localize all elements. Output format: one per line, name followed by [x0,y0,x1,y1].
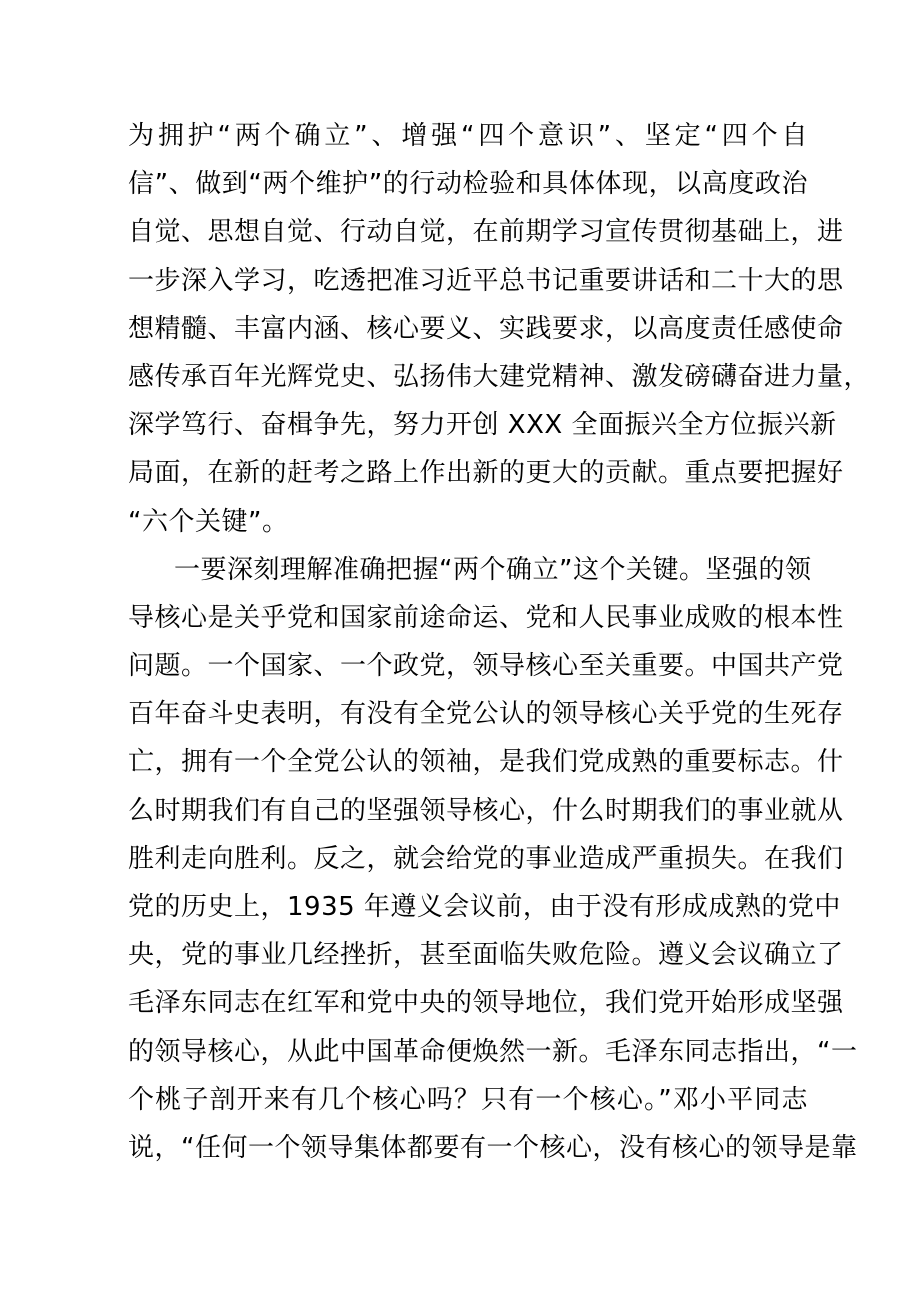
text-line: 导核心是关乎党和国家前途命运、党和人民事业成败的根本性 [128,602,844,633]
text-line: 一要深刻理解准确把握“两个确立”这个关键。坚强的领 [174,554,812,585]
text-line: 个桃子剖开来有几个核心吗？只有一个核心。”邓小平同志 [128,1084,808,1115]
text-line: 央，党的事业几经挫折，甚至面临失败危险。遵义会议确立了 [128,940,844,971]
text-line: 百年奋斗史表明，有没有全党公认的领导核心关乎党的生死存 [128,699,844,730]
text-line: 亡，拥有一个全党公认的领袖，是我们党成熟的重要标志。什 [128,747,844,778]
text-line: 自觉、思想自觉、行动自觉，在前期学习宣传贯彻基础上，进 [128,217,844,248]
text-line: 胜利走向胜利。反之，就会给党的事业造成严重损失。在我们 [128,843,844,874]
text-line: 感传承百年光辉党史、弘扬伟大建党精神、激发磅礴奋进力量， [128,361,871,392]
text-line: 党的历史上，1935 年遵义会议前，由于没有形成成熟的党中 [128,892,841,922]
text-line: 问题。一个国家、一个政党，领导核心至关重要。中国共产党 [128,651,844,682]
paragraph-2 [128,546,858,1172]
paragraph-1 [128,112,871,546]
text-line: 说，“任何一个领导集体都要有一个核心，没有核心的领导是靠 [128,1132,858,1163]
text-line: “六个关键”。 [128,506,289,537]
text-line: 想精髓、丰富内涵、核心要义、实践要求，以高度责任感使命 [128,313,844,344]
document-body [128,112,871,1172]
text-line: 毛泽东同志在红军和党中央的领导地位，我们党开始形成坚强 [128,988,844,1019]
text-line: 局面，在新的赶考之路上作出新的更大的贡献。重点要把握好 [128,458,844,489]
text-line: 的领导核心，从此中国革命便焕然一新。毛泽东同志指出，“一 [128,1036,858,1067]
text-line: 信”、做到“两个维护”的行动检验和具体体现，以高度政治 [128,169,808,200]
text-line: 为拥护“两个确立”、增强“四个意识”、坚定“四个自 [128,121,808,151]
text-line: 深学笃行、奋楫争先，努力开创 XXX 全面振兴全方位振兴新 [128,410,837,441]
text-line: 一步深入学习，吃透把准习近平总书记重要讲话和二十大的思 [128,265,844,296]
text-line: 么时期我们有自己的坚强领导核心，什么时期我们的事业就从 [128,795,844,826]
